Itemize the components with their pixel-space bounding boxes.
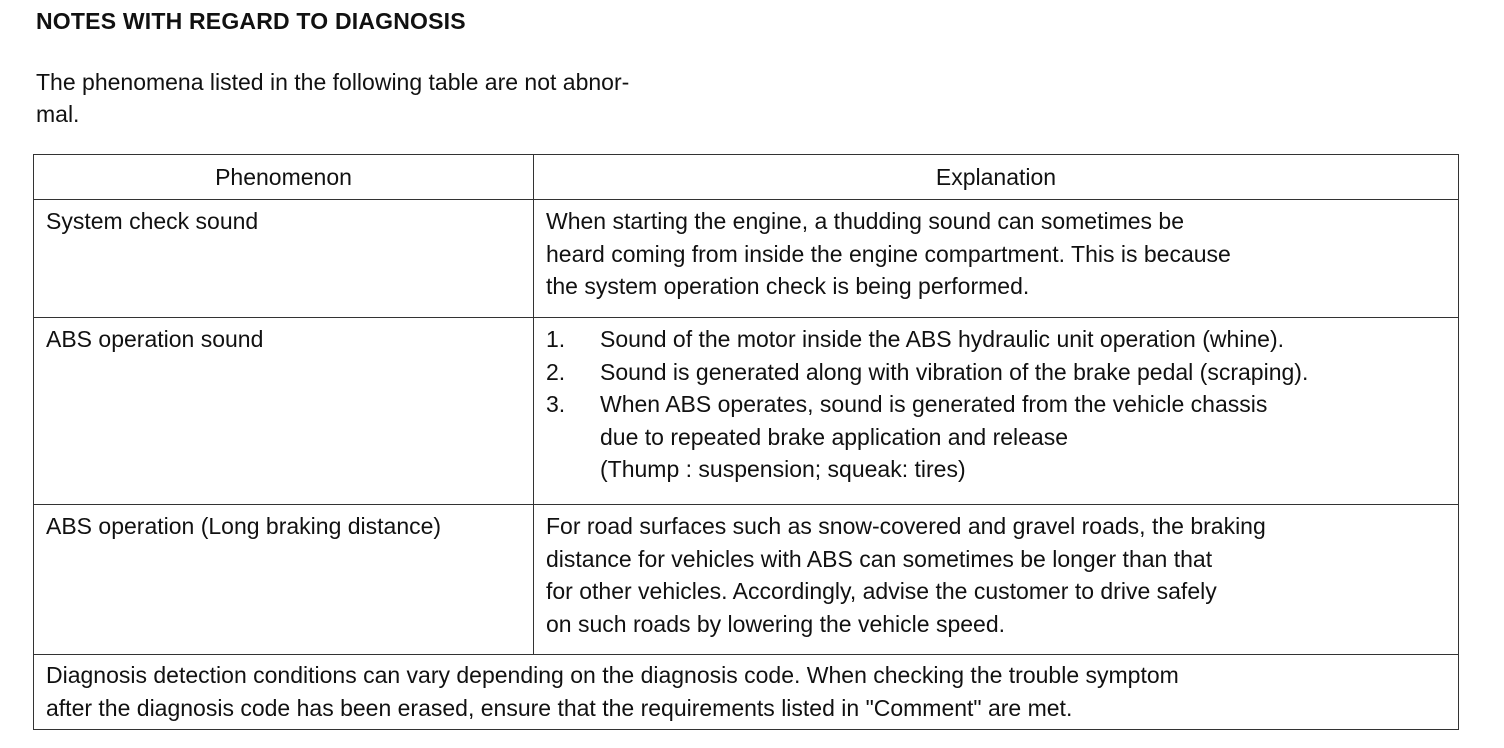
step-item <box>546 388 1446 486</box>
phenomenon-cell: System check sound <box>34 200 534 318</box>
step-number: 1. <box>546 326 566 352</box>
step-text: Sound of the motor inside the ABS hydraulic unit operation (whine). <box>600 326 1285 352</box>
step-number: 3. <box>546 391 566 417</box>
table-header-row <box>34 155 1459 200</box>
table-row <box>34 200 1459 318</box>
header-phenomenon: Phenomenon <box>34 155 534 200</box>
intro-paragraph: The phenomena listed in the following table are not abnor- mal. <box>36 69 630 127</box>
step-text: When ABS operates, sound is generated from the vehicle chassis due to repeated brake application and release (Thump : suspension; squeak: tires) <box>600 391 1268 482</box>
table-note-row <box>34 655 1459 730</box>
table-row <box>34 505 1459 655</box>
note-cell <box>34 655 1459 730</box>
explanation-cell <box>534 505 1459 655</box>
explanation-cell <box>534 200 1459 318</box>
explanation-steps <box>546 323 1446 486</box>
explanation-text: For road surfaces such as snow-covered and gravel roads, the braking distance for vehicles with ABS can sometimes be longer than that for other vehicles. Accordingly, advise the customer to drive safely on such roads by lowering the vehicle speed. <box>546 513 1266 637</box>
note-text: Diagnosis detection conditions can vary depending on the diagnosis code. When checking the trouble symptom after the diagnosis code has been erased, ensure that the requirements listed in "Comment" are met. <box>46 662 1179 721</box>
header-explanation: Explanation <box>534 155 1459 200</box>
step-number: 2. <box>546 358 566 385</box>
table-row <box>34 318 1459 505</box>
step-text: Sound is generated along with vibration of the brake pedal (scraping). <box>600 358 1309 385</box>
step-item <box>546 356 1446 389</box>
page-title: NOTES WITH REGARD TO DIAGNOSIS <box>36 8 466 34</box>
diagnosis-notes-table <box>33 154 1459 730</box>
step-item <box>546 323 1446 356</box>
phenomenon-cell: ABS operation (Long braking distance) <box>34 505 534 655</box>
phenomenon-cell: ABS operation sound <box>34 318 534 505</box>
explanation-text: When starting the engine, a thudding sound can sometimes be heard coming from inside the engine compartment. This is because the system operation check is being performed. <box>546 208 1231 299</box>
explanation-cell <box>534 318 1459 505</box>
